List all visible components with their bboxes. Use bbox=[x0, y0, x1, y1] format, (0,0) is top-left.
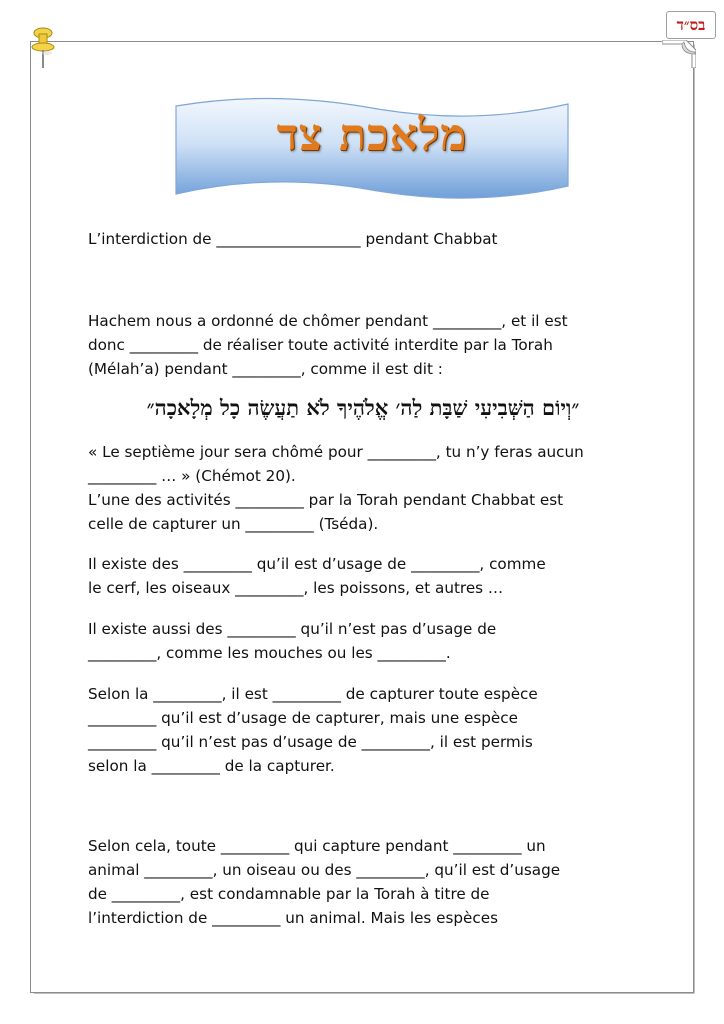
text-line: donc _________ de réaliser toute activité interdite par la Torah bbox=[88, 336, 553, 354]
text-line: Il existe des _________ qu’il est d’usage de _________, comme bbox=[88, 555, 546, 573]
page-title: מלאכת צד bbox=[276, 110, 468, 161]
bsd-header-label: בס״ד bbox=[666, 11, 716, 39]
text-line: L’une des activités _________ par la Torah pendant Chabbat est bbox=[88, 491, 564, 509]
text-line: Selon cela, toute _________ qui capture pendant _________ un bbox=[88, 837, 546, 855]
text-line: le cerf, les oiseaux _________, les poissons, et autres … bbox=[88, 579, 504, 597]
text-line: _________ … » (Chémot 20). bbox=[88, 467, 296, 485]
text-line: « Le septième jour sera chômé pour _________, tu n’y feras aucun bbox=[88, 443, 584, 461]
pushpin-icon bbox=[28, 26, 58, 72]
text-line: (Mélah’a) pendant _________, comme il est dit : bbox=[88, 360, 443, 378]
text-line: l’interdiction de _________ un animal. Mais les espèces bbox=[88, 909, 499, 927]
text-line: _________, comme les mouches ou les _________. bbox=[88, 644, 451, 662]
text-line: Hachem nous a ordonné de chômer pendant _________, et il est bbox=[88, 312, 568, 330]
hebrew-verse: ״וְיוֹם הַשְּׁבִיעִי שַׁבָּת לַה׳ אֱלֹהֶיךָ לֹא תַעֲשֶׂה כָל מְלָאכָה״ bbox=[146, 395, 580, 420]
text-line: _________ qu’il n’est pas d’usage de _________, il est permis bbox=[88, 733, 533, 751]
text-line: Il existe aussi des _________ qu’il n’est pas d’usage de bbox=[88, 620, 497, 638]
page-curl-icon bbox=[662, 40, 696, 68]
text-line: de _________, est condamnable par la Torah à titre de bbox=[88, 885, 490, 903]
text-line: Selon la _________, il est _________ de capturer toute espèce bbox=[88, 685, 538, 703]
text-line: selon la _________ de la capturer. bbox=[88, 757, 335, 775]
text-line: celle de capturer un _________ (Tséda). bbox=[88, 515, 379, 533]
text-line: L’interdiction de ___________________ pendant Chabbat bbox=[88, 230, 498, 248]
text-line: _________ qu’il est d’usage de capturer, mais une espèce bbox=[88, 709, 518, 727]
text-line: animal _________, un oiseau ou des _________, qu’il est d’usage bbox=[88, 861, 561, 879]
